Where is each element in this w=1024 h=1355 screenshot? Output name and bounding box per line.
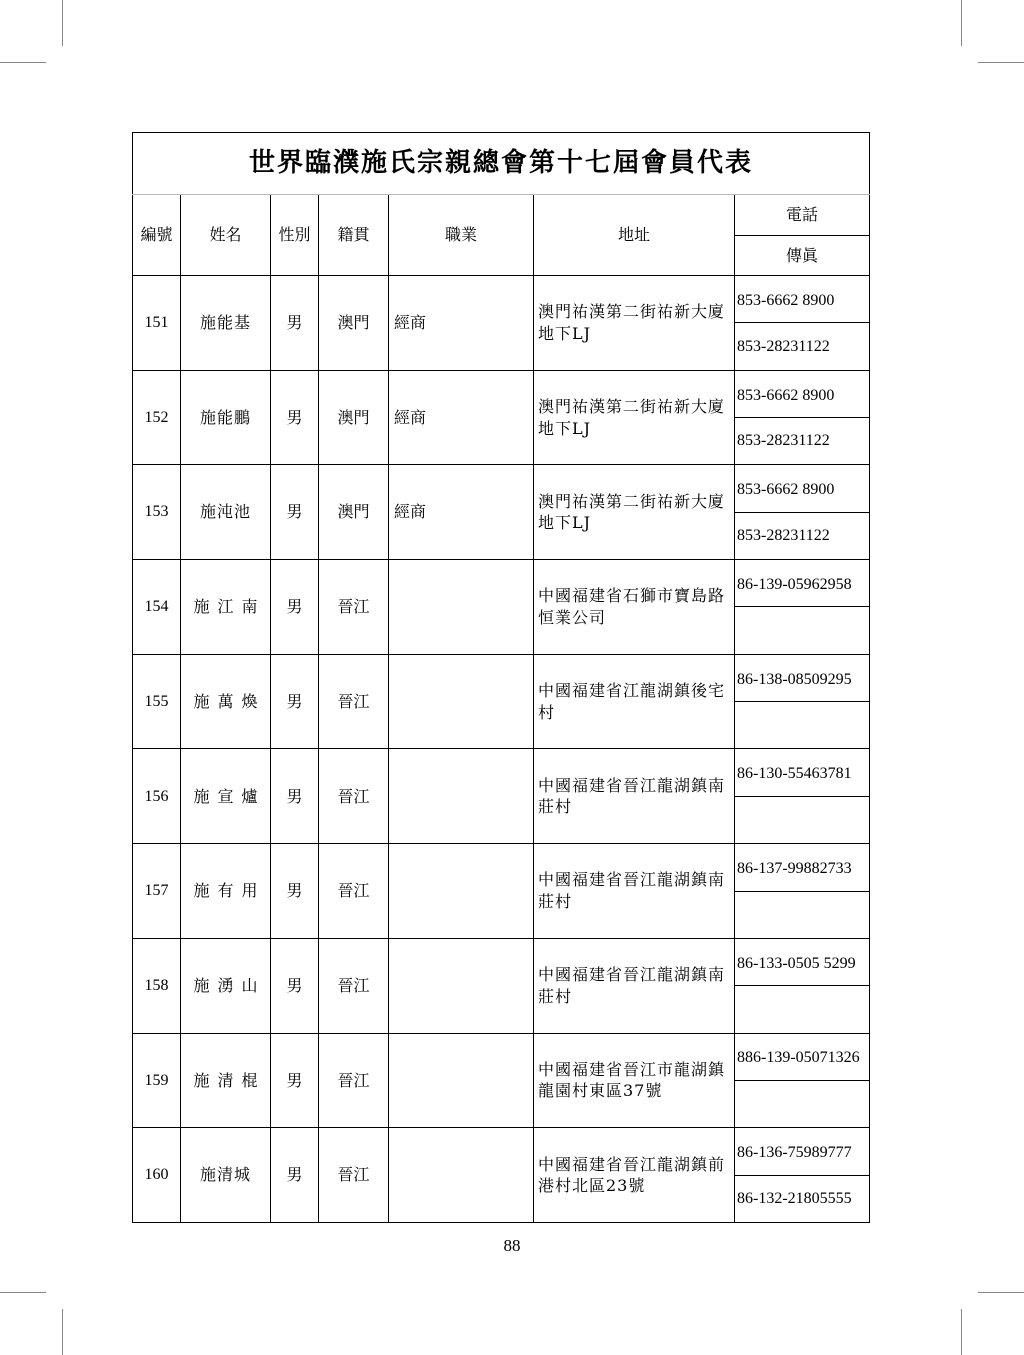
member-origin: 澳門 bbox=[319, 370, 389, 465]
member-phone: 86-130-55463781 bbox=[735, 749, 870, 796]
member-occupation bbox=[389, 1033, 534, 1128]
member-number: 151 bbox=[133, 276, 181, 371]
member-number: 152 bbox=[133, 370, 181, 465]
header-address: 地址 bbox=[534, 195, 735, 276]
member-gender: 男 bbox=[271, 749, 319, 844]
member-phone: 86-137-99882733 bbox=[735, 844, 870, 891]
title-row bbox=[133, 133, 870, 195]
member-fax bbox=[735, 607, 870, 654]
member-phone: 853-6662 8900 bbox=[735, 465, 870, 512]
member-number: 154 bbox=[133, 560, 181, 655]
member-fax bbox=[735, 1080, 870, 1127]
crop-mark bbox=[0, 1292, 46, 1293]
page-number: 88 bbox=[503, 1236, 521, 1255]
crop-mark bbox=[978, 62, 1024, 63]
header-fax: 傳眞 bbox=[735, 235, 870, 275]
member-origin: 晉江 bbox=[319, 1033, 389, 1128]
member-address: 澳門祐漢第二街祐新大廈地下LJ bbox=[534, 276, 735, 371]
member-gender: 男 bbox=[271, 276, 319, 371]
member-address: 中國福建省晉江龍湖鎮南莊村 bbox=[534, 938, 735, 1033]
member-phone: 86-138-08509295 bbox=[735, 654, 870, 701]
member-name: 施沌池 bbox=[181, 465, 271, 560]
member-address: 中國福建省江龍湖鎮後宅村 bbox=[534, 654, 735, 749]
table-row bbox=[133, 654, 870, 701]
member-name: 施能鵬 bbox=[181, 370, 271, 465]
member-origin: 澳門 bbox=[319, 276, 389, 371]
member-phone: 86-136-75989777 bbox=[735, 1128, 870, 1175]
table-row bbox=[133, 938, 870, 985]
crop-mark bbox=[961, 1309, 962, 1355]
table-row bbox=[133, 1128, 870, 1175]
member-address: 中國福建省石獅市寶島路恒業公司 bbox=[534, 560, 735, 655]
member-gender: 男 bbox=[271, 938, 319, 1033]
member-name: 施宣爐 bbox=[181, 749, 271, 844]
crop-mark bbox=[978, 1292, 1024, 1293]
header-gender: 性別 bbox=[271, 195, 319, 276]
member-gender: 男 bbox=[271, 844, 319, 939]
header-origin: 籍貫 bbox=[319, 195, 389, 276]
member-origin: 晉江 bbox=[319, 749, 389, 844]
header-name: 姓名 bbox=[181, 195, 271, 276]
member-phone: 86-139-05962958 bbox=[735, 560, 870, 607]
table-row bbox=[133, 844, 870, 891]
member-name: 施江南 bbox=[181, 560, 271, 655]
member-fax: 853-28231122 bbox=[735, 418, 870, 465]
member-gender: 男 bbox=[271, 370, 319, 465]
member-number: 159 bbox=[133, 1033, 181, 1128]
member-fax: 853-28231122 bbox=[735, 512, 870, 559]
member-name: 施清棍 bbox=[181, 1033, 271, 1128]
member-roster-table bbox=[132, 132, 870, 1223]
table-row bbox=[133, 465, 870, 512]
member-number: 160 bbox=[133, 1128, 181, 1223]
header-occupation: 職業 bbox=[389, 195, 534, 276]
member-name: 施萬煥 bbox=[181, 654, 271, 749]
header-phone: 電話 bbox=[735, 195, 870, 235]
member-name: 施有用 bbox=[181, 844, 271, 939]
member-occupation bbox=[389, 938, 534, 1033]
member-number: 156 bbox=[133, 749, 181, 844]
member-address: 澳門祐漢第二街祐新大廈地下LJ bbox=[534, 465, 735, 560]
member-number: 155 bbox=[133, 654, 181, 749]
member-origin: 澳門 bbox=[319, 465, 389, 560]
member-origin: 晉江 bbox=[319, 560, 389, 655]
crop-mark bbox=[62, 1309, 63, 1355]
member-fax: 86-132-21805555 bbox=[735, 1175, 870, 1222]
table-row bbox=[133, 1033, 870, 1080]
member-gender: 男 bbox=[271, 1128, 319, 1223]
member-occupation: 經商 bbox=[389, 276, 534, 371]
member-number: 158 bbox=[133, 938, 181, 1033]
crop-mark bbox=[0, 62, 46, 63]
member-number: 153 bbox=[133, 465, 181, 560]
table-title: 世界臨濮施氏宗親總會第十七屆會員代表 bbox=[133, 133, 870, 195]
member-origin: 晉江 bbox=[319, 844, 389, 939]
member-phone: 853-6662 8900 bbox=[735, 276, 870, 323]
table-row bbox=[133, 276, 870, 323]
member-fax bbox=[735, 986, 870, 1033]
member-gender: 男 bbox=[271, 1033, 319, 1128]
member-number: 157 bbox=[133, 844, 181, 939]
member-origin: 晉江 bbox=[319, 654, 389, 749]
member-origin: 晉江 bbox=[319, 1128, 389, 1223]
member-fax: 853-28231122 bbox=[735, 323, 870, 370]
member-address: 中國福建省晉江龍湖鎮南莊村 bbox=[534, 749, 735, 844]
member-fax bbox=[735, 796, 870, 843]
table-row bbox=[133, 560, 870, 607]
header-number: 編號 bbox=[133, 195, 181, 276]
member-occupation bbox=[389, 749, 534, 844]
member-gender: 男 bbox=[271, 465, 319, 560]
member-occupation: 經商 bbox=[389, 465, 534, 560]
member-address: 澳門祐漢第二街祐新大廈地下LJ bbox=[534, 370, 735, 465]
crop-mark bbox=[961, 0, 962, 46]
member-origin: 晉江 bbox=[319, 938, 389, 1033]
member-fax bbox=[735, 891, 870, 938]
table-row bbox=[133, 749, 870, 796]
member-gender: 男 bbox=[271, 560, 319, 655]
member-phone: 886-139-05071326 bbox=[735, 1033, 870, 1080]
member-name: 施湧山 bbox=[181, 938, 271, 1033]
member-name: 施清城 bbox=[181, 1128, 271, 1223]
member-name: 施能基 bbox=[181, 276, 271, 371]
member-fax bbox=[735, 702, 870, 749]
member-gender: 男 bbox=[271, 654, 319, 749]
crop-mark bbox=[62, 0, 63, 46]
member-occupation: 經商 bbox=[389, 370, 534, 465]
roster-body bbox=[133, 276, 870, 1223]
table-row bbox=[133, 370, 870, 417]
member-phone: 86-133-0505 5299 bbox=[735, 938, 870, 985]
member-occupation bbox=[389, 844, 534, 939]
member-address: 中國福建省晉江龍湖鎮前港村北區23號 bbox=[534, 1128, 735, 1223]
member-occupation bbox=[389, 1128, 534, 1223]
member-phone: 853-6662 8900 bbox=[735, 370, 870, 417]
member-address: 中國福建省晉江龍湖鎮南莊村 bbox=[534, 844, 735, 939]
member-occupation bbox=[389, 560, 534, 655]
member-address: 中國福建省晉江市龍湖鎮龍園村東區37號 bbox=[534, 1033, 735, 1128]
member-occupation bbox=[389, 654, 534, 749]
header-row bbox=[133, 195, 870, 235]
